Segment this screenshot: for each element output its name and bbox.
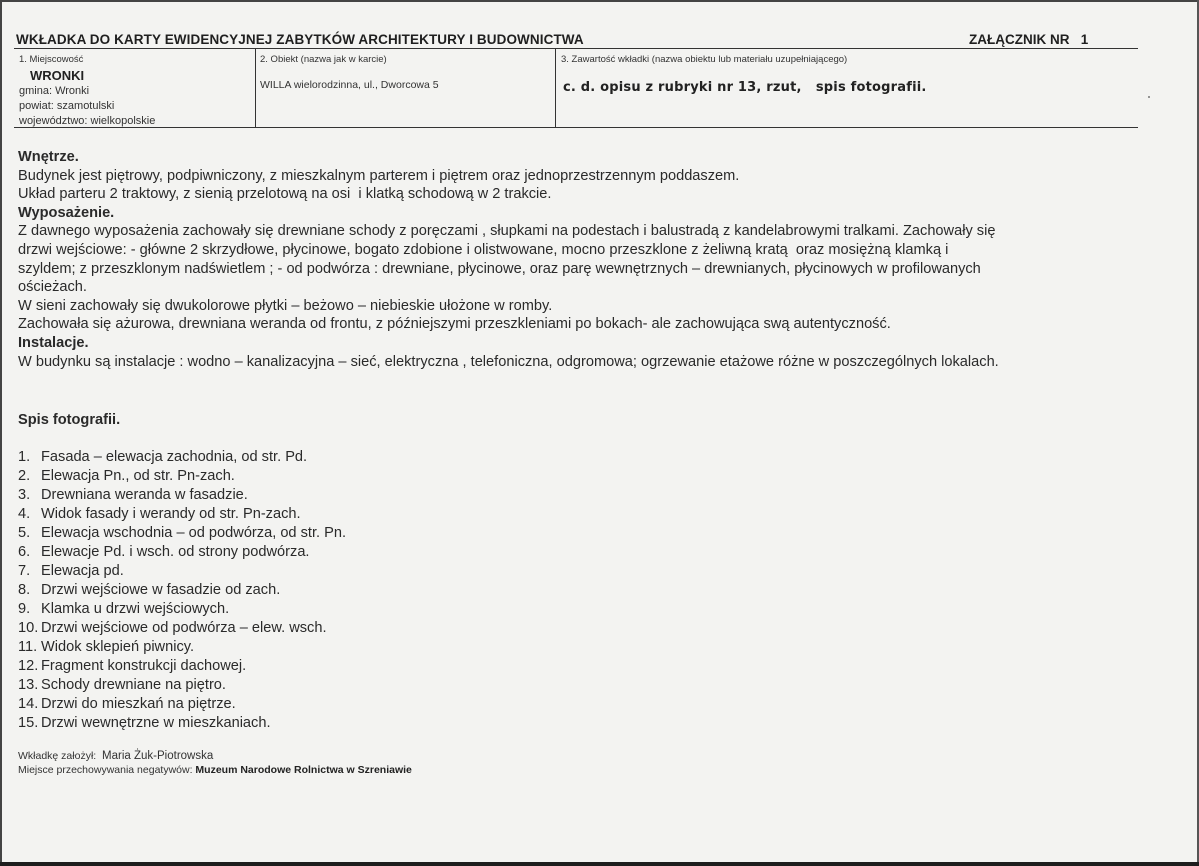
content-label: 3. Zawartość wkładki (nazwa obiektu lub materiału uzupełniającego) (561, 54, 848, 65)
list-item-number: 10. (18, 620, 39, 636)
list-item-text: Drzwi do mieszkań na piętrze. (41, 696, 236, 712)
location-label: 1. Miejscowość (19, 54, 84, 65)
list-item-text: Elewacja pd. (41, 563, 124, 579)
list-item-number: 2. (18, 468, 31, 484)
equipment-line: Zachowała się ażurowa, drewniana weranda od frontu, z późniejszymi przeszkleniami po bokach- ale zachowująca swą autentyczność. (18, 316, 891, 333)
equipment-line: W sieni zachowały się dwukolorowe płytki – beżowo – niebieskie ułożone w romby. (18, 297, 553, 314)
scan-speck (1148, 96, 1150, 98)
equipment-line: szyldem; z przeszklonym nadświetlem ; - od podwórza : drewniane, płycinowe, oraz parę wewnętrznych – drewnianych, płycinowych w profilowanych (18, 260, 981, 277)
photo-list-title: Spis fotografii. (18, 412, 121, 428)
object-label: 2. Obiekt (nazwa jak w karcie) (260, 54, 387, 65)
field-divider-1 (255, 49, 256, 127)
list-item-text: Widok sklepień piwnicy. (41, 639, 195, 655)
equipment-line: ościeżach. (18, 279, 87, 296)
list-item-number: 8. (18, 582, 31, 598)
list-item-number: 1. (18, 449, 31, 465)
interior-line: Budynek jest piętrowy, podpiwniczony, z mieszkalnym parterem i piętrem oraz jednoprzestrzennym poddaszem. (18, 167, 740, 184)
list-item-number: 5. (18, 525, 31, 541)
list-item (18, 543, 346, 562)
scan-border-left (0, 0, 2, 866)
list-item (18, 562, 346, 581)
list-item-number: 12. (18, 658, 39, 674)
list-item (18, 467, 346, 486)
description-block (18, 148, 1148, 371)
list-item (18, 486, 346, 505)
list-item (18, 600, 346, 619)
list-item-number: 15. (18, 715, 39, 731)
list-item-text: Drzwi wejściowe od podwórza – elew. wsch. (41, 620, 327, 636)
list-item-text: Elewacja wschodnia – od podwórza, od str. Pn. (41, 525, 347, 541)
interior-line: Układ parteru 2 traktowy, z sienią przelotową na osi i klatką schodową w 2 trakcie. (18, 186, 552, 203)
equipment-line: drzwi wejściowe: - główne 2 skrzydłowe, płycinowe, bogato zdobione i olistwowane, mocno przeszklone z żeliwną kratą oraz mosiężną klamką i (18, 241, 949, 258)
list-item-text: Fasada – elewacja zachodnia, od str. Pd. (41, 449, 308, 465)
author-line (18, 750, 213, 762)
installations-line: W budynku są instalacje : wodno – kanalizacyjna – sieć, elektryczna , telefoniczna, odgromowa; ogrzewanie etażowe różne w poszczególnych lokalach. (18, 353, 999, 370)
storage-line (18, 764, 412, 776)
list-item-text: Schody drewniane na piętro. (41, 677, 226, 693)
content-value: c. d. opisu z rubryki nr 13, rzut, spis fotografii. (563, 80, 927, 95)
scan-border-top (0, 0, 1199, 2)
list-item (18, 505, 346, 524)
list-item-text: Drzwi wewnętrzne w mieszkaniach. (41, 715, 271, 731)
object-value: WILLA wielorodzinna, ul., Dworcowa 5 (260, 79, 439, 91)
list-item-number: 3. (18, 487, 31, 503)
equipment-heading: Wyposażenie. (18, 204, 115, 221)
field-divider-2 (555, 49, 556, 127)
list-item (18, 695, 346, 714)
storage-label: Miejsce przechowywania negatywów: (18, 764, 193, 776)
scan-border-bottom (0, 862, 1199, 866)
list-item-text: Elewacje Pd. i wsch. od strony podwórza. (41, 544, 310, 560)
header-rule-top (14, 48, 1138, 49)
author-label: Wkładkę założył: (18, 750, 97, 762)
interior-heading: Wnętrze. (18, 149, 79, 165)
list-item-number: 14. (18, 696, 39, 712)
town-name: WRONKI (30, 68, 85, 83)
list-item (18, 619, 346, 638)
list-item (18, 448, 346, 467)
list-item-number: 4. (18, 506, 31, 522)
list-item (18, 714, 346, 733)
voivodeship-text: województwo: wielkopolskie (19, 115, 156, 127)
list-item (18, 581, 346, 600)
list-item-text: Drzwi wejściowe w fasadzie od zach. (41, 582, 281, 598)
list-item-text: Klamka u drzwi wejściowych. (41, 601, 230, 617)
list-item-number: 7. (18, 563, 31, 579)
list-item-text: Widok fasady i werandy od str. Pn-zach. (41, 506, 301, 522)
list-item-text: Fragment konstrukcji dachowej. (41, 658, 247, 674)
equipment-line: Z dawnego wyposażenia zachowały się drewniane schody z poręczami , słupkami na podestach i balustradą z kandelabrowymi tralkami. Zachowały się (18, 223, 996, 240)
list-item (18, 676, 346, 695)
list-item-number: 11. (18, 639, 38, 655)
list-item (18, 524, 346, 543)
header-rule-bottom (14, 127, 1138, 128)
list-item-number: 9. (18, 601, 31, 617)
attachment-number: ZAŁĄCZNIK NR 1 (969, 32, 1089, 47)
form-title: WKŁADKA DO KARTY EWIDENCYJNEJ ZABYTKÓW ARCHITEKTURY I BUDOWNICTWA (16, 32, 584, 47)
list-item-number: 6. (18, 544, 31, 560)
storage-value: Muzeum Narodowe Rolnictwa w Szreniawie (195, 764, 412, 776)
powiat-text: powiat: szamotulski (19, 100, 115, 112)
list-item-number: 13. (18, 677, 39, 693)
gmina-text: gmina: Wronki (19, 85, 90, 97)
list-item-text: Drewniana weranda w fasadzie. (41, 487, 248, 503)
photo-list (18, 448, 346, 733)
list-item-text: Elewacja Pn., od str. Pn-zach. (41, 468, 235, 484)
list-item (18, 638, 346, 657)
author-name: Maria Żuk-Piotrowska (102, 750, 214, 762)
list-item (18, 657, 346, 676)
installations-heading: Instalacje. (18, 334, 89, 351)
